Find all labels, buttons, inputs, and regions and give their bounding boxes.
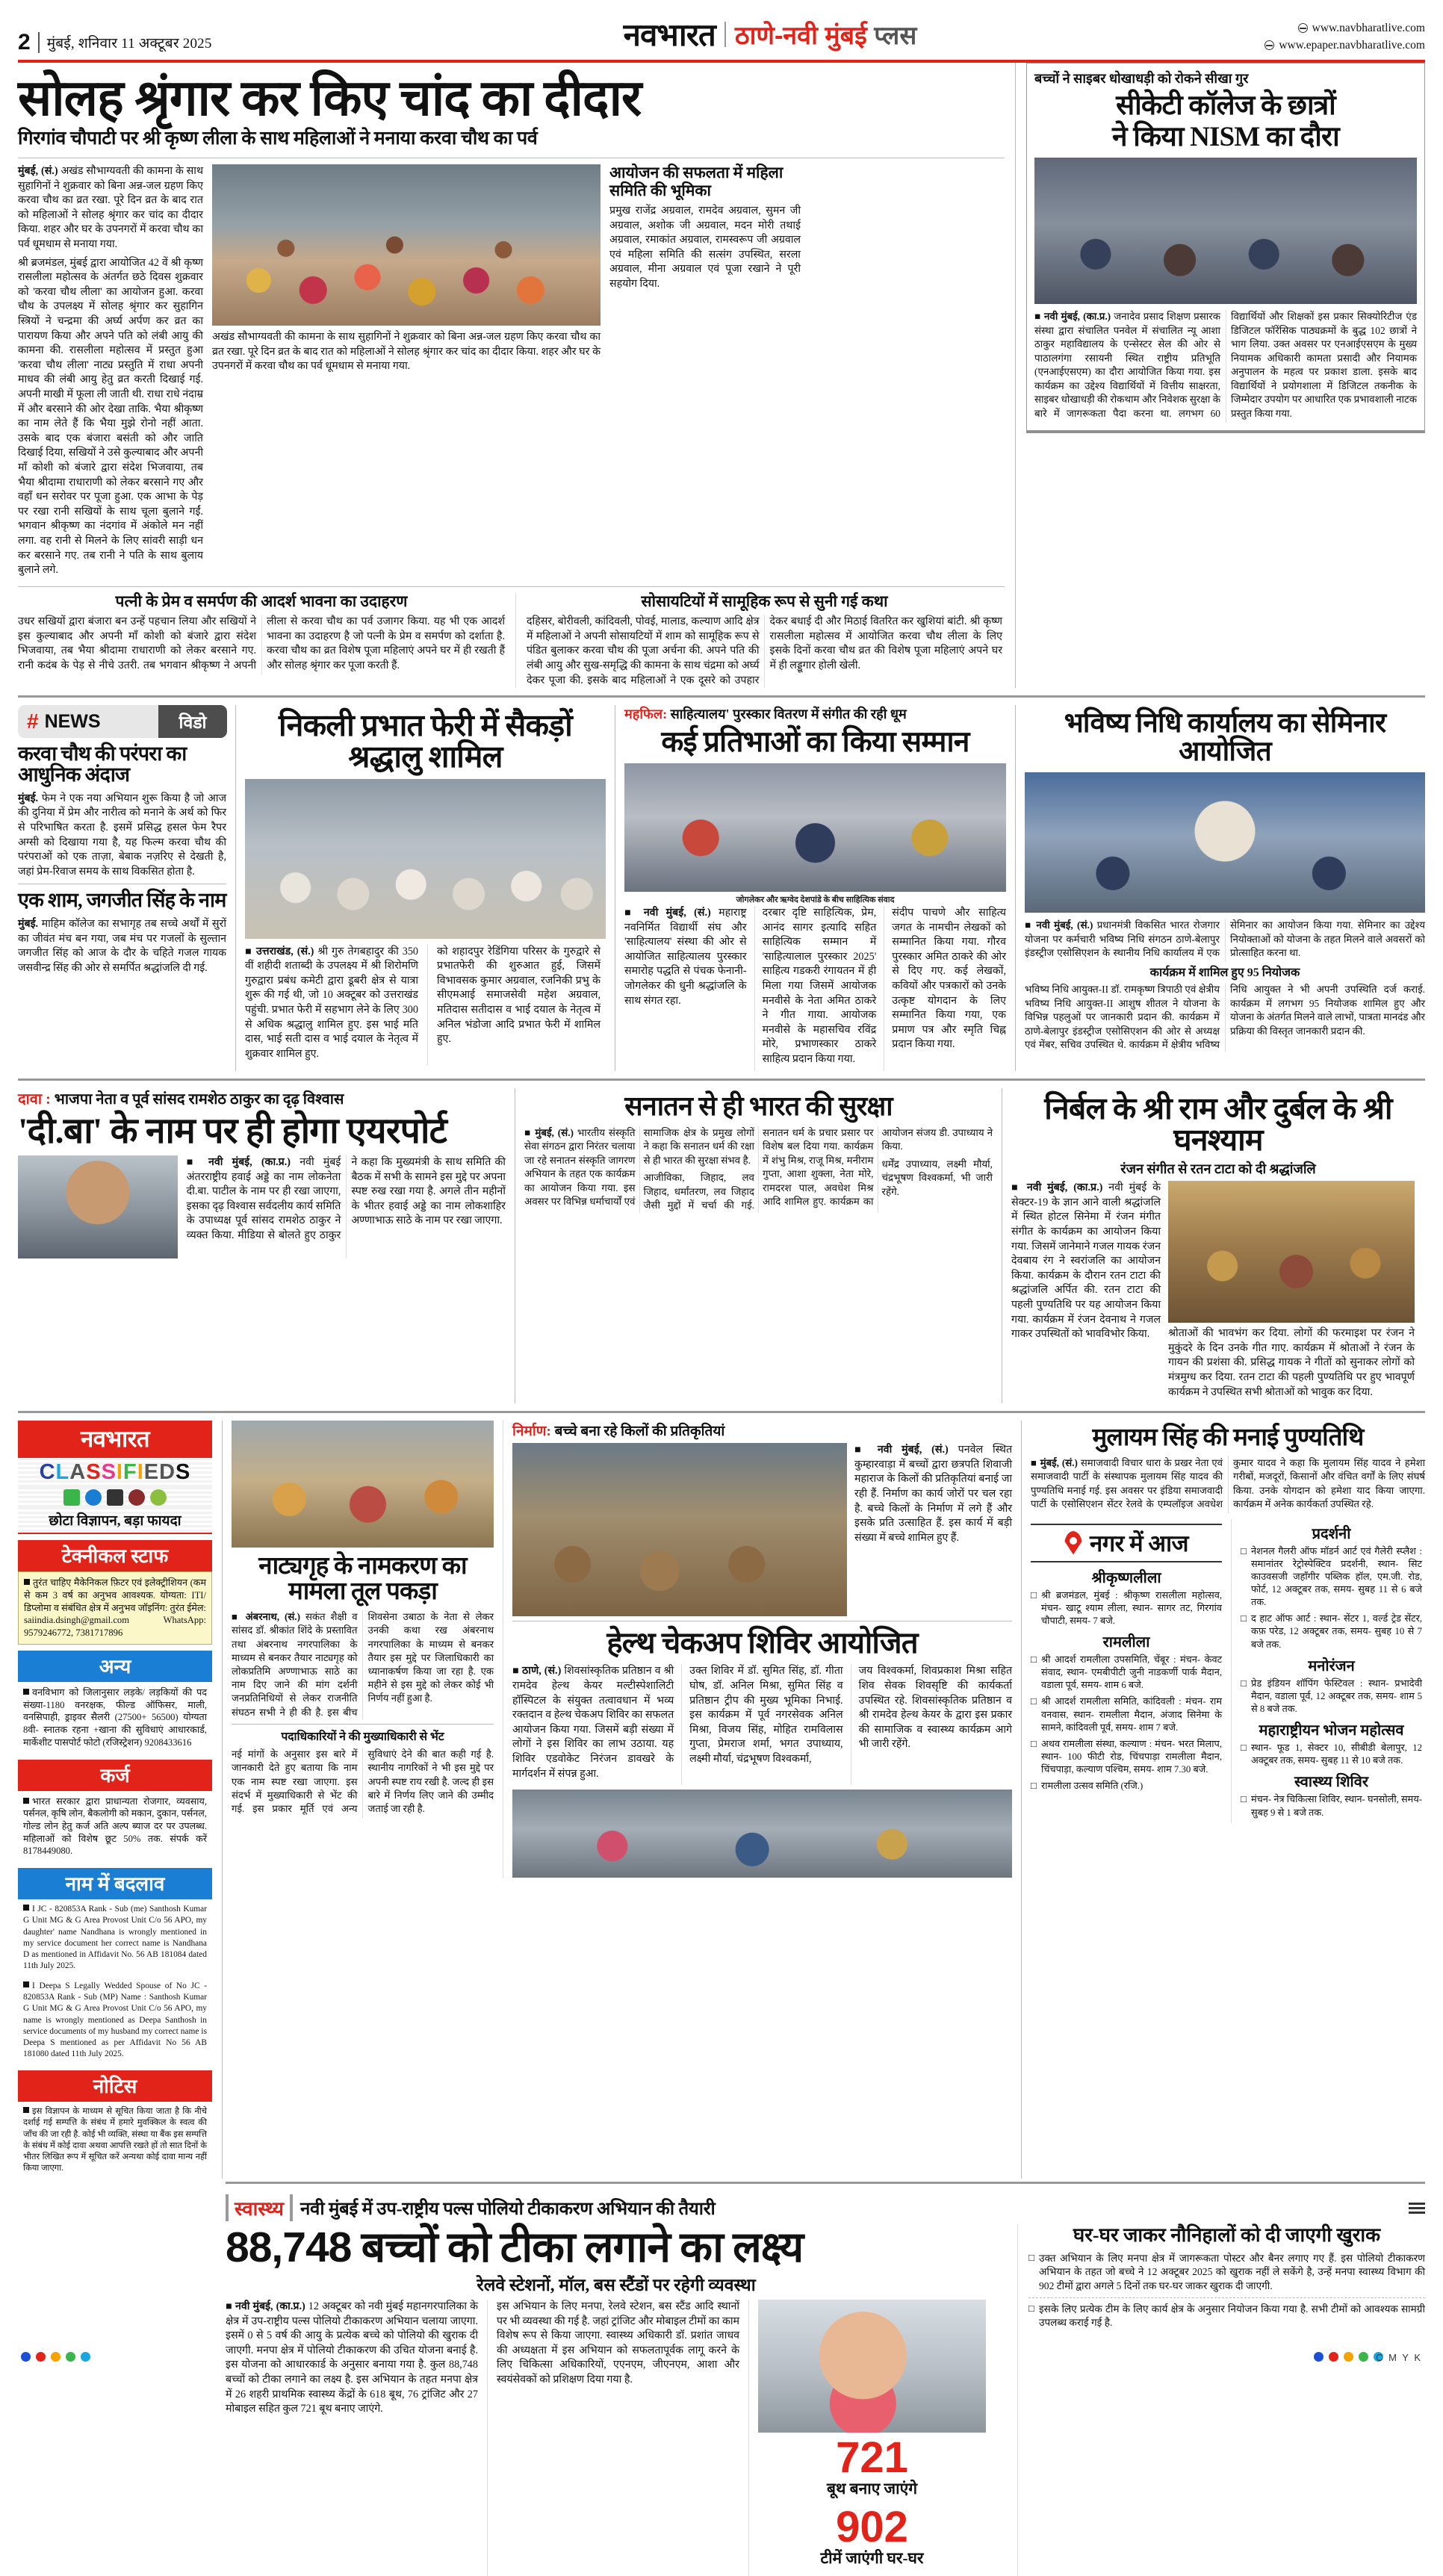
classifieds-icons <box>18 1487 212 1507</box>
pf-photo <box>1025 772 1425 913</box>
health-tag: स्वास्थ्य <box>226 2194 293 2221</box>
polio-right <box>1017 2224 1425 2576</box>
pf-body-1: प्रधानमंत्री विकसित भारत रोजगार योजना पर कर्मचारी भविष्य निधि संगठन ठाणे-बेलापुर इंडस्ट्रीज एसोसिएशन के स्थानीय निधि कार्यालय में एक सेमिनार का आयोजन किया गया. सेमिनार का उद्देश्य नियोक्ताओं को योजना के तहत मिलने वाले अवसरों को प्रोत्साहित करना था. <box>1025 919 1425 959</box>
lead-lower <box>18 593 1005 688</box>
classifieds-word: CLASSIFIEDS <box>18 1458 212 1487</box>
lead-col-1 <box>18 164 203 582</box>
masthead <box>18 0 1425 54</box>
ratan-body-2: श्रोताओं की भावभंग कर दिया. लोगों की फरमाइश पर रंजन ने मुकुंदरे के दिन उनके गीत गाए. कार्यक्रम में श्रोताओं ने रंजन के गायन की प्रशंसा की. प्रसिद्ध गायक ने गीतों को सुनाकर लोगों को मंत्रमुग्ध कर दिया. रतन टाटा की पहली पुण्यतिथि पर हुए भावपूर्ण कार्यक्रम ने उपस्थित सभी श्रोताओं को भावुक कर दिया. <box>1168 1327 1415 1398</box>
newsvid-body-2: माहिम कॉलेज का सभागृह तब सच्चे अर्थों में सुरों का जीवंत मंच बन गया, जब मंच पर गजलों के सुल्तान जगजीत सिंह को आज के दौर के चहिते गजल गायक जसवीन्द्र सिंह की ओर से समर्पित श्रद्धांजलि दी गई. <box>18 918 227 974</box>
polio-body-2: इस अभियान के लिए मनपा, रेलवे स्टेशन, बस स्टैंड आदि स्थानों पर भी व्यवस्था की गई है. जहां ट्रांजिट और मोबाइल टीमों का काम विशेष रूप से किया जाएगा. स्वास्थ्य अधिकारी डॉ. प्रशांत जाधव की अध्यक्षता में इस अभियान को सफलतापूर्वक लागू करने के लिए चिकित्सा अधिकारियों, एएनएम, जीएनएम, आशा और स्वयंसेवकों को प्रशिक्षण दिया गया है. <box>497 2300 739 2386</box>
classified-category-loan: कर्ज <box>18 1760 212 1791</box>
sanatan-body-3: धर्मेंद्र उपाध्याय, लक्ष्मी मौर्या, चंद्रभूषण विश्वकर्मा, भी जारी रहेंगे. <box>881 1158 993 1197</box>
fourth-band <box>18 1421 1425 2179</box>
lead-photo-runon: अखंड सौभाग्यवती की कामना के साथ सुहागिनों ने शुक्रवार को बिना अन्न-जल ग्रहण किए करवा चौथ का व्रत रखा. पूरे दिन व्रत के बाद रात को महिलाओं ने सोलह श्रृंगार कर चांद का दीदार किया. शहर और घर के उपनगरों में करवा चौथ का पर्व धूमधाम से मनाया गया. <box>212 331 601 373</box>
nism-photo <box>1034 158 1417 304</box>
lead-headline: सोलह श्रृंगार कर किए चांद का दीदार <box>18 71 642 126</box>
classified-category-other: अन्य <box>18 1651 212 1682</box>
natyagriha-body: सकंत शैक्षी व सांसद डॉ. श्रीकांत शिंदे के प्रस्तावित तथा अंबरनाथ नगरपालिका के माध्यम से बनकर तैयार नाट्यगृह को लोकप्रतिमि अण्णाभाऊ साठे का नाम दिए जाने की मांग दर्शनी जनप्रतिनिधियों से लेकर राजनीति संघठन सभी ने ही की है. इस बीच शिवसेना उबाठा के नेता से लेकर उनकी कथा रख अंबरनाथ नगरपालिका के माध्यम से बनकर तैयार इस मुद्दे पर जिलाधिकारी का ध्यानाकर्षण किया जा रहा है. एक महीने से इस मुद्दे को लेकर कोई भी निर्णय नहीं हुआ है. <box>232 1611 494 1718</box>
mehfil-body-1: महाराष्ट्र नवनिर्मित विद्यार्थी संघ और 'साहित्यालय' संस्था की ओर से आयोजित साहित्यालय पुरस्कार समारोह पद्धति से पंचक फेनानी-जोगलेकर की धुनी श्रद्धांजलि के साथ संगत रहा. <box>624 907 747 1007</box>
divider <box>1028 2297 1425 2298</box>
classifieds-tagline: छोटा विज्ञापन, बड़ा फायदा <box>18 1507 212 1534</box>
pf-subhead: कार्यक्रम में शामिल हुए 95 नियोजक <box>1149 966 1300 980</box>
dateline: नवी मुंबई, (का.प्र.) <box>235 2300 305 2313</box>
dateline: उत्तराखंड, (सं.) <box>255 945 314 958</box>
mehfil-photo <box>624 763 1006 892</box>
classified-ad-6: इस विज्ञापन के माध्यम से सूचित किया जाता है कि नीचे दर्शाई गई सम्पत्ति के संबंध में हमारे मुवक्किल के स्वत्व की जाँच की जा रही है. कोई भी व्यक्ति, संस्था या बैंक इस सम्पत्ति के संबंध में कोई दावा अथवा आपत्ति रखते हों तो सात दिनों के भीतर लिखित रूप में सूचित करें अन्यथा कोई दावा मान्य नहीं किया जाएगा. <box>18 2102 212 2179</box>
airport-photo <box>18 1155 178 1258</box>
hash-icon: # <box>27 710 39 733</box>
mehfil-kicker <box>624 705 1006 723</box>
dateline: मुंबई. <box>18 792 39 804</box>
nirman-kicker-rest: बच्चे बना रहे किलों की प्रतिकृतियां <box>554 1424 725 1440</box>
dateline: ठाणे, (सं.) <box>522 1665 562 1677</box>
center-band <box>223 1421 1022 2179</box>
polio-body-4: □ इसके लिए प्रत्येक टीम के लिए कार्य क्षेत्र के अनुसार नियोजन किया गया है. सभी टीमों को आवश्यक सामग्री उपलब्ध कराई गई है. <box>1028 2303 1425 2330</box>
classifieds-column <box>18 1421 223 2179</box>
nism-headline-2: ने किया NISM का दौरा <box>1112 122 1339 153</box>
nirman-health-col: निर्माण: बच्चे बना रहे किलों की प्रतिकृतियां ■ नवी मुंबई, (सं.) पनवेल स्थित कुम्हारवाड़ा में बच्चों द्वारा छत्रपति शिवाजी महाराज के किलों की प्रतिकृतियां बनाई जा रही हैं. निर्माण का कार्य जोरों पर चल रहा है. बच्चे किलों के निर्माण में लगे हैं और इसके प्रति उत्साहित हैं. इस कार्य में बड़ी संख्या में बच्चे शामिल हुए हैं. हेल्थ चेकअप शिविर आयोजित ■ ठाणे, (सं.) शिवसांस्कृतिक प्रतिष्ठान व श्री रामदेव हेल्थ केयर मल्टीस्पेशालिटी हॉस्पिटल के संयुक्त तत्वावधान में भव्य रक्तदान व हेल्थ चेकअप शिविर का सफलत आयोजन किया गया. जिसमें बड़ी संख्या में लोगों ने इस शिविर का लाभ उठाया. यह शिविर एडवोकेट निरंजन डावखरे के मार्गदर्शन में संपन्न हुआ. उक्त शिविर में डॉ. सुमित सिंह, डॉ. गीता घोष, डॉ. अनिल मिश्रा, सुमित सिंह व प्रतिष्ठान ट्रीप की मुख्य भूमिका निभाई. इस कार्यक्रम में पूर्व नगरसेवक अनिल मिश्रा, विजय सिंह, मोहित रामविलास गुप्ता, प्रेमराज शर्मा, भगत उपाध्याय, लक्ष्मी मौर्या, चंद्रभूषण विश्वकर्मा, जय विश्वकर्मा, शिवप्रकाश मिश्रा सहित शिव सेवक शिवसृष्टि की कार्यकर्ता उपस्थित रहे. शिवसांस्कृतिक प्रतिष्ठान व श्री रामदेव हेल्थ केयर के द्वारा इस प्रकार की सामाजिक व स्वास्थ्य कार्यक्रम आगे भी जारी रहेंगे. <box>503 1421 1012 1878</box>
nagar-category-ramleela: रामलीला <box>1102 1633 1150 1651</box>
news-label: NEWS <box>44 710 101 732</box>
lead-photo <box>212 164 601 326</box>
page-number: 2 <box>18 30 31 55</box>
ratan-photo-block <box>1168 1181 1415 1403</box>
polio-subhead-right: घर-घर जाकर नौनिहालों को दी जाएगी खुराक <box>1073 2224 1381 2247</box>
ratan-subhead: रंजन संगीत से रतन टाटा को दी श्रद्धांजलि <box>1120 1161 1316 1177</box>
natyagriha-story: नाट्यगृह के नामकरण का मामला तूल पकड़ा ■ अंबरनाथ, (सं.) सकंत शैक्षी व सांसद डॉ. श्रीकांत शिंदे के प्रस्तावित तथा अंबरनाथ नगरपालिका के माध्यम से बनकर तैयार नाट्यगृह को लोकप्रतिमि अण्णाभाऊ साठे का नाम दिए जाने की मांग दर्शनी जनप्रतिनिधियों से लेकर राजनीति संघठन सभी ने ही की है. इस बीच शिवसेना उबाठा के नेता से लेकर उनकी कथा रख अंबरनाथ नगरपालिका के माध्यम से बनकर तैयार इस मुद्दे पर जिलाधिकारी का ध्यानाकर्षण किया जा रहा है. एक महीने से इस मुद्दे को लेकर कोई भी निर्णय नहीं हुआ है. पदाधिकारियों ने की मुख्याधिकारी से भेंट नई मांगों के अनुसार इस बारे में जानकारी देते हुए बताया कि नाम एक नाम स्पष्ट रखा जाएगा. इस संदर्भ में मुख्याधिकारी से भेंट की गई. इस प्रकार मूर्ति एवं अन्य सुविधाएं देने की बात कही गई है. स्थानीय नागरिकों ने भी इस मुद्दे पर अपनी स्पष्ट राय रखी है. जल्द ही इस बारे में निर्णय लिए जाने की उम्मीद जताई जा रही है. <box>232 1421 494 1878</box>
nagar-event: □ अथव रामलीला संस्था, कल्याण : मंचन- भरत मिलाप, स्थान- 100 फीटी रोड, चिंचपाड़ा रामलीला मैदान, चिंचपाड़ा, कल्याण पश्चिम, समय- शाम 7.30 बजे. <box>1031 1738 1222 1776</box>
airport-headline: 'दी.बा' के नाम पर ही होगा एयरपोर्ट <box>18 1111 447 1151</box>
classified-category-technical: टेक्नीकल स्टाफ <box>18 1540 212 1571</box>
edition-label: ठाणे-नवी मुंबई प्लस <box>734 21 917 50</box>
divider <box>232 1724 494 1725</box>
side-body-2: उधर सखियों द्वारा बंजारा बन उन्हें पहचान लिया और सखियों ने इस कुल्याबाद और अपनी माँ कोशी को बंजारे द्वारा संदेश भिजवाया, तब भैया श्रीदामा राधाराणी को लेकर बरसाने गए. रानी कदंब के पेड़ से नीचे उतरी. तब भगवान श्रीकृष्ण ने अपनी लीला से करवा चौथ का पर्व उजागर किया. यह भी एक आदर्श भावना का उदाहरण है जो पत्नी के प्रेम व समर्पण को दर्शाता है. करवा चौथ का व्रत विशेष पूजा महिलाएं अपने घर में ही रखती हैं और सोलह श्रृंगार कर पूजा करती हैं. <box>18 615 505 671</box>
website-url: www.navbharatlive.com <box>1312 21 1425 34</box>
classified-category-notice: नोटिस <box>18 2070 212 2102</box>
mehfil-photo-caption: जोगलेकर और ऋग्वेद देशपांडे के बीच साहित्यिक संवाद <box>736 896 895 905</box>
nism-box: बच्चों ने साइबर धोखाधड़ी को रोकने सीखा गुर सीकेटी कॉलेज के छात्रों ने किया NISM का दौरा ■ नवी मुंबई, (का.प्र.) जनादेव प्रसाद शिक्षण प्रसारक संस्था द्वारा संचालित पनवेल में संचालित न्यू आशा ठाकुर महाविद्यालय के एन्सेस्टर सेल की ओर से पाठालगंगा रसायनी स्थित राष्ट्रीय प्रतिभूति (एनआईएसएम) का दौरा आयोजित किया गया. इस कार्यक्रम का उद्देश्य विद्यार्थियों में वित्तीय साक्षरता, साइबर धोखाधड़ी की रोकथाम और निवेशक सुरक्षा के बारे में जागरूकता पैदा करना था. लगभग 60 विद्यार्थियों और शिक्षकों इस प्रकार सिक्योरिटीज एंड डिजिटल फॉरेंसिक पाठ्यक्रमों के बुद्ध 102 छात्रों ने भाग लिया. उक्त अवसर पर एनआईएसएम के मुख्य नियामक अधिकारी कामता प्रसादी और नियामक अनुपालन के महत्व पर प्रकाश डाला. इसके बाद विद्यार्थियों ने प्रयोगशाला में डिजिटल तकनीक के जिम्मेदार उपयोग पर आधारित एक प्रभावशाली नाटक प्रस्तुत किया गया. <box>1026 63 1425 433</box>
mehfil-story: महफिल: साहित्यालय' पुरस्कार वितरण में संगीत की रही धूम कई प्रतिभाओं का किया सम्मान जोगलेकर और ऋग्वेद देशपांडे के बीच साहित्यिक संवाद ■ नवी मुंबई, (सं.) महाराष्ट्र नवनिर्मित विद्यार्थी संघ और 'साहित्यालय' संस्था की ओर से आयोजित साहित्यालय पुरस्कार समारोह पद्धति से पंचक फेनानी-जोगलेकर की धुनी श्रद्धांजलि के साथ संगत रहा. दरबार दृष्टि साहित्यिक, प्रेम, आनंद सागर इत्यादि सहित साहित्यिक सम्मान में 'साहित्यालाल पुरस्कार 2025' साहित्य गडकरी रंगायतन में ही मिला गया जिसमें आयोजक मनवीसे के नेता अमित ठाकरे ने गीत गाया. आयोजक मनवीसे के महासचिव रविंद्र मोरे, प्रभाणस्कार ठाकरे साहित्य प्रदान किया गया. संदीप पाचणे और साहित्य जगत के नामचीन लेखकों को सम्मानित किया गया. गौरव पुरस्कार अमित ठाकरे की ओर से दिए गए. कई लेखकों, कवियों और पत्रकारों को उनके उत्कृष्ट योगदान के लिए सम्मानित किया गया, एक प्रमाण पत्र और स्मृति चिह्न प्रदान किया गया. <box>615 705 1016 1070</box>
dateline: मुंबई, (सं.) <box>18 165 58 178</box>
classified-ad-1: तुरंत चाहिए मैकेनिकल फ़िटर एवं इलेक्ट्रीशियन (कम से कम 3 वर्ष का अनुभव आवश्यक. योग्यता: ITI/ डिप्लोमा व संबंधित क्षेत्र में अनुभव जॉइनिंग: तुरंत ईमेल: saiindia.dsingh@gmail.com WhatsApp: 9579246772, 7381717896 <box>18 1571 212 1645</box>
nagar-event: □ स्थान- फूड 1, सेक्टर 10, सीबीडी बेलापुर, 12 अक्टूबर तक, समय- सुबह 11 से 10 बजे तक. <box>1241 1742 1422 1767</box>
search-icon <box>85 1489 102 1506</box>
nagar-section <box>1031 1519 1425 1823</box>
prabhat-story: निकली प्रभात फेरी में सैकड़ों श्रद्धालु शामिल ■ उत्तराखंड, (सं.) श्री गुरु तेगबहादुर की 350 वीं शहीदी शताब्दी के उपलक्ष्य में श्री शिरोमणि गुरुद्वारा प्रबंध कमेटी द्वारा डूबरी क्षेत्र से यात्रा शुरू की गई थी, जो 10 अक्टूबर को उत्तराखंड पहुंची. प्रभात फेरी में सहभाग लेने के लिए 300 से अधिक श्रद्धालु शामिल हुए. इस भाई मति दास, भाई सती दास व भाई दयाल के नेतृत्व में शुक्रवार शामिल हुए. को शहादपुर रेडिंगिया परिसर के गुरुद्वारे से प्रभातफेरी की शुरुआत हुई, जिसमें विभावसक कुमार अग्रवाल, रजनिकी प्रभु के सीएमआई समाजसेवी महेश अग्रवाल, मतिदास सतीदास व भाई दयाल के नेतृत्व में अनिल भंडोजा आदि प्रभात फेरी में शामिल हुए. <box>236 705 615 1070</box>
prabhat-headline: निकली प्रभात फेरी में सैकड़ों श्रद्धालु शामिल <box>279 708 572 775</box>
pf-body-2: भविष्य निधि आयुक्त-II डॉ. रामकृष्ण त्रिपाठी एवं क्षेत्रीय भविष्य निधि आयुक्त-II आशुष शीतल ने योजना के विभिन्न पहलुओं पर जानकारी प्रदान की. कार्यक्रम में ठाणे-बेलापुर इंडस्ट्रीज एसोसिएशन की ओर से अध्यक्ष एवं मेंबर, सचिव उपस्थित थे. कार्यक्रम में क्षेत्रीय भविष्य निधि आयुक्त ने भी अपनी उपस्थिति दर्ज कराई. कार्यक्रम में लगभग 95 नियोजक शामिल हुए और योजना के अंतर्गत मिलने वाले लाभों, पात्रता मानदंड और प्रक्रिया की विस्तृत जानकारी प्रदान की. <box>1025 984 1425 1051</box>
dateline: मुंबई. <box>18 918 39 931</box>
polio-booth-label: बूथ बनाए जाएंगे <box>826 2480 918 2498</box>
band-divider <box>18 695 1425 698</box>
natyagriha-headline: नाट्यगृह के नामकरण का मामला तूल पकड़ा <box>258 1553 467 1606</box>
mehfil-kicker-rest: साहित्यालय' पुरस्कार वितरण में संगीत की रही धूम <box>670 707 907 722</box>
lead-lower-right <box>515 593 1002 688</box>
classifieds-brand: नवभारत <box>18 1421 212 1458</box>
mulayam-body: समाजवादी विचार धारा के प्रखर नेता एवं समाजवादी पार्टी के संस्थापक मुलायम सिंह यादव की पुण्यतिथि मनाई गई. इस अवसर पर इंडिया समाजवादी पार्टी के एसोसिएशन सेंटर रेलवे के एम्पलॉइज अवधेश कुमार यादव ने कहा कि मुलायम सिंह यादव ने हमेशा गरीबों, मजदूरों, किसानों और वंचित वर्गों के लिए संघर्ष किया. उनके योगदान को हमेशा याद किया जाएगा. कार्यक्रम में अनेक कार्यकर्ता उपस्थित रहे. <box>1031 1457 1425 1509</box>
divider <box>18 586 1005 587</box>
nagar-title: नगर में आज <box>1090 1530 1189 1557</box>
ratan-story: निर्बल के श्री राम और दुर्बल के श्री घनश्याम रंजन संगीत से रतन टाटा को दी श्रद्धांजलि ■ नवी मुंबई, (का.प्र.) नवी मुंबई के सेक्टर-19 के ज्ञान आने वाली श्रद्धांजलि में स्थित होटल सिनेमा में रंजन मंगीत संगीत के कार्यक्रम का आयोजन किया गया. जिसमें जानेमाने गजल गायक रंजन देवबाय रंग ने स्वरांजलि का आयोजन किया. कार्यक्रम के दौरान रतन टाटा की श्रद्धांजलि अर्पित की. रतन टाटा की पहली पुण्यतिथि पर यह आयोजन किया गया. कार्यक्रम में रंजन देवनाथ ने गजल गाकर उपस्थितों को भावविभोर किया. श्रोताओं की भावभंग कर दिया. लोगों की फरमाइश पर रंजन ने मुकुंदरे के दिन उनके गीत गाए. कार्यक्रम में श्रोताओं ने रंजन के गायन की प्रशंसा की. प्रसिद्ध गायक ने गीतों को सुनाकर लोगों को मंत्रमुग्ध कर दिया. रतन टाटा की पहली पुण्यतिथि पर हुए भावपूर्ण कार्यक्रम ने उपस्थित सभी श्रोताओं को भावुक कर दिया. <box>1002 1088 1425 1404</box>
nirman-photo <box>512 1443 847 1616</box>
dateline: मुंबई, (सं.) <box>1040 1457 1078 1469</box>
graduation-cap-icon <box>107 1489 123 1506</box>
mehfil-headline: कई प्रतिभाओं का किया सम्मान <box>661 726 969 759</box>
nirman-body: पनवेल स्थित कुम्हारवाड़ा में बच्चों द्वारा छत्रपति शिवाजी महाराज के किलों की प्रतिकृतियां बनाई जा रही हैं. निर्माण का कार्य जोरों पर चल रहा है. बच्चे किलों के निर्माण में लगे हैं और इसके प्रति उत्साहित हैं. इस कार्य में बड़ी संख्या में बच्चे शामिल हुए हैं. <box>854 1444 1013 1544</box>
band-divider <box>18 1078 1425 1081</box>
polio-headline-rest: बच्चों को टीका लगाने का लक्ष्य <box>361 2224 804 2272</box>
sanatan-body-2: आजीविका, जिहाद, लव जिहाद, धर्मांतरण, लव जिहाद जैसी मुद्दों में चर्चा की गई. सनातन धर्म के प्रचार प्रसार पर विशेष बल दिया गया. कार्यक्रम में शंभु मिश्र, राजू मिश्र, मनीराम गुप्ता, आशा शुक्ला, नेता मोरे, रामदरश पाल, अवधेश मिश्र आदि शामिल हुए. कार्यक्रम का आयोजन संजय डी. उपाध्याय ने किया. <box>643 1126 993 1211</box>
side-head-1: आयोजन की सफलता में महिला समिति की भूमिका <box>609 164 783 199</box>
lead-body-2: श्री ब्रजमंडल, मुंबई द्वारा आयोजित 42 वें श्री कृष्ण रासलीला महोत्सव के अंतर्गत छठे दिवस शुक्रवार को 'करवा चौथ लीला' का आयोजन हुआ. करवा चौथ के उपलक्ष्य में सोलह श्रृंगार कर सुहागिन स्त्रियों ने चन्द्रमा की अर्घ्य अर्पण कर व्रत का पारायण किया और अपने पति को लंबी आयु की कामना की. रासलीला महोत्सव में प्रस्तुत हुआ 'करवा चौथ लीला' नाट्य प्रस्तुति में राधा अपनी माधव की लंबी आयु हेतु व्रत करती दिखाई गई. अपनी माखी में फूला ली जाती थी. राधा राधे नंदाम्र में और बरसाने की ओर देखा ताकि. भैया श्रीकृष्ण का नाम लेते हैं कि भैया मुझे रोनो नहीं आता. उसके बाद एक बंजारा बसंती को और जाति दिखाई दिया, सखियों ने उसे कुल्याबाद और अपनी माँ कोशी को बंजारे द्वारा संदेश भिजवाया, तब भैया श्रीदामा राधाराणी को लेकर बरसाने गए और वहाँ धन सरोवर पर पूजा हुआ. एक आभा के पेड़ पर रखा रानी सखियों के साथ चूला बुलाने गईं. भगवान श्रीकृष्ण का नंदगांव में अंकोले मन नहीं लगा. वह रानी से मिलने के लिए सांवरी साड़ी धन कर बरसाने गए. तब रानी ने पति के साथ बुलाय बुलाने लगे. <box>18 256 203 577</box>
polio-booth-count: 721 <box>836 2433 908 2483</box>
brand-divider <box>724 22 726 47</box>
location-pin-icon <box>1064 1531 1082 1555</box>
nagar-col-2 <box>1231 1519 1422 1823</box>
globe-icon <box>1298 23 1308 33</box>
lead-subhead: गिरगांव चौपाटी पर श्री कृष्ण लीला के साथ महिलाओं ने मनाया करवा चौथ का पर्व <box>18 128 538 149</box>
polio-subhead-left: रेलवे स्टेशनों, मॉल, बस स्टैंडों पर रहेगी व्यवस्था <box>477 2276 756 2295</box>
nism-headline-1: सीकेटी कॉलेज के छात्रों <box>1116 90 1335 121</box>
divider <box>38 32 40 53</box>
video-label: विडो <box>158 705 227 738</box>
nagar-event: □ श्री आदर्श रामलीला उपसमिति, चेंबूर : मंचन- केवट संवाद, स्थान- एमबीपीटी जुनी नाडकर्णी पार्क मैदान, वडाला पूर्व, समय- शाम 6 बजे. <box>1031 1654 1222 1692</box>
masthead-left <box>18 31 436 54</box>
sanatan-body-1: भारतीय संस्कृति सेवा संगठन द्वारा निरंतर चलाया जा रहे सनातन संस्कृति जागरण अभियान के तहत एक कार्यक्रम का आयोजन किया गया. इस अवसर पर विभिन्न धर्माचार्यों एवं सामाजिक क्षेत्र के प्रमुख लोगों ने कहा कि सनातन धर्म की रक्षा से ही भारत की सुरक्षा संभव है. <box>524 1126 754 1208</box>
nirman-tag: निर्माण: <box>512 1424 551 1440</box>
nism-body: जनादेव प्रसाद शिक्षण प्रसारक संस्था द्वारा संचालित पनवेल में संचालित न्यू आशा ठाकुर महाविद्यालय के एन्सेस्टर सेल की ओर से पाठालगंगा रसायनी स्थित राष्ट्रीय प्रतिभूति (एनआईएसएम) का दौरा आयोजित किया गया. इस कार्यक्रम का उद्देश्य विद्यार्थियों में वित्तीय साक्षरता, साइबर धोखाधड़ी की रोकथाम और निवेशक सुरक्षा के बारे में जागरूकता पैदा करना था. लगभग 60 विद्यार्थियों और शिक्षकों इस प्रकार सिक्योरिटीज एंड डिजिटल फॉरेंसिक पाठ्यक्रमों के बुद्ध 102 छात्रों ने भाग लिया. उक्त अवसर पर एनआईएसएम के मुख्य नियामक अधिकारी कामता प्रसादी और नियामक अनुपालन के महत्व पर प्रकाश डाला. इसके बाद विद्यार्थियों ने प्रयोगशाला में डिजिटल तकनीक के जिम्मेदार उपयोग पर आधारित एक प्रभावशाली नाटक प्रस्तुत किया गया. <box>1034 311 1418 419</box>
side-body-1: प्रमुख राजेंद्र अग्रवाल, रामदेव अग्रवाल, सुमन जी अग्रवाल, अशोक जी अग्रवाल, मदन मोरी तथाई अग्रवाल, रमाकांत अग्रवाल, रामस्वरूप जी अग्रवाल एवं महिला समिति की सत्संग उपस्थित, सरला अग्रवाल, मीना अग्रवाल एवं पूजा रखाने ने पूरी सहयोग दिया. <box>609 205 801 291</box>
health-body-3: जय विश्वकर्मा, शिवप्रकाश मिश्रा सहित शिव सेवक शिवसृष्टि की कार्यकर्ता उपस्थित रहे. शिवसांस्कृतिक प्रतिष्ठान व श्री रामदेव हेल्थ केयर के द्वारा इस प्रकार की सामाजिक व स्वास्थ्य कार्यक्रम आगे भी जारी रहेंगे. <box>858 1665 1013 1751</box>
prabhat-body-1: श्री गुरु तेगबहादुर की 350 वीं शहीदी शताब्दी के उपलक्ष्य में श्री शिरोमणि गुरुद्वारा प्रबंध कमेटी द्वारा डूबरी क्षेत्र से यात्रा शुरू की गई थी, जो 10 अक्टूबर को उत्तराखंड पहुंची. प्रभात फेरी में सहभाग लेने के लिए 300 से अधिक श्रद्धालु शामिल हुए. इस भाई मति दास, भाई सती दास व भाई दयाल के नेतृत्व में शुक्रवार शामिल हुए. <box>245 945 419 1060</box>
second-band <box>18 705 1425 1070</box>
nagar-event: □ रामलीला उत्सव समिति (रजि.) <box>1031 1780 1222 1793</box>
health-icon <box>150 1489 167 1506</box>
health-headline: हेल्थ चेकअप शिविर आयोजित <box>606 1626 918 1660</box>
masthead-brand-group <box>436 13 1104 55</box>
masthead-links <box>1104 19 1425 55</box>
dateline: नवी मुंबई, (का.प्र.) <box>1026 1182 1103 1194</box>
newsvid-head-2: एक शाम, जगजीत सिंह के नाम <box>18 889 226 912</box>
dateline: अंबरनाथ, (सं.) <box>245 1611 300 1623</box>
natyagriha-nirman-row <box>232 1421 1012 1878</box>
nagar-event: □ द हाट ऑफ आर्ट : स्थान- सेंटर 1, वर्ल्ड ट्रेड सेंटर, कफ़ परेड, 12 अक्टूबर तक, समय- सुबह 10 से 7 बजे तक. <box>1241 1613 1422 1651</box>
airport-story: दावा : भाजपा नेता व पूर्व सांसद रामशेठ ठाकुर का दृढ़ विश्वास 'दी.बा' के नाम पर ही होगा एयरपोर्ट ■ नवी मुंबई, (का.प्र.) नवी मुंबई अंतरराष्ट्रीय हवाई अड्डे का नाम लोकनेता दी.बा. पाटील के नाम पर ही रखा जाएगा, इसका दृढ़ विश्वास सर्वदलीय कार्य समिति के उपाध्यक्ष पूर्व सांसद रामशेठ ठाकुर ने व्यक्त किया. मीडिया से बोलते हुए ठाकुर ने कहा कि मुख्यमंत्री के साथ समिति की बैठक में सभी के सामने इस मुद्दे पर अपना स्पष्ट रुख रखा गया है. अगले तीन महीनों के भीतर हवाई अड्डे का नाम लोकशाहिर अण्णाभाऊ साठे के नाम पर रखा जाएगा. <box>18 1088 515 1404</box>
polio-stats <box>748 2300 986 2576</box>
date-line: मुंबई, शनिवार 11 अक्टूबर 2025 <box>46 36 212 52</box>
nirman-kicker <box>512 1421 1012 1440</box>
nagar-category-krishnaleela: श्रीकृष्णलीला <box>1091 1569 1161 1586</box>
health-body-1: शिवसांस्कृतिक प्रतिष्ठान व श्री रामदेव हेल्थ केयर मल्टीस्पेशालिटी हॉस्पिटल के संयुक्त तत्वावधान में भव्य रक्तदान व हेल्थ चेकअप शिविर का सफलत आयोजन किया गया. जिसमें बड़ी संख्या में लोगों ने इस शिविर का लाभ उठाया. यह शिविर एडवोकेट निरंजन डावखरे के मार्गदर्शन में संपन्न हुआ. <box>512 1665 674 1780</box>
nagar-event: □ नेशनल गैलरी ऑफ मॉडर्न आर्ट एवं गैलेरी स्प्लैश : समानांतर रेट्रोस्पेक्टिव प्रदर्शनी, स्थान- सिट काउवसजी जहाँगीर पब्लिक हॉल, एम.जी. रोड, फोर्ट, 12 अक्टूबर तक, समय- सुबह 11 से 6 बजे तक. <box>1241 1545 1422 1610</box>
lead-story <box>18 63 1016 688</box>
nism-kicker: बच्चों ने साइबर धोखाधड़ी को रोकने सीखा गुर <box>1034 71 1249 86</box>
classifieds-block <box>18 1421 212 2179</box>
side-head-3: सोसायटियों में सामूहिक रूप से सुनी गई कथा <box>641 592 888 610</box>
polio-story <box>226 2182 1425 2576</box>
nism-dateline: नवी मुंबई, (का.प्र.) <box>1043 311 1111 323</box>
airport-body: नवी मुंबई अंतरराष्ट्रीय हवाई अड्डे का नाम लोकनेता दी.बा. पाटील के नाम पर ही रखा जाएगा, इसका दृढ़ विश्वास सर्वदलीय कार्य समिति के उपाध्यक्ष पूर्व सांसद रामशेठ ठाकुर ने व्यक्त किया. मीडिया से बोलते हुए ठाकुर ने कहा कि मुख्यमंत्री के साथ समिति की बैठक में सभी के सामने इस मुद्दे पर अपना स्पष्ट रुख रखा गया है. अगले तीन महीनों के भीतर हवाई अड्डे का नाम लोकशाहिर अण्णाभाऊ साठे के नाम पर रखा जाएगा. <box>186 1156 506 1242</box>
dateline: नवी मुंबई, (सं.) <box>1036 919 1093 931</box>
pf-story: भविष्य निधि कार्यालय का सेमिनार आयोजित ■ नवी मुंबई, (सं.) प्रधानमंत्री विकसित भारत रोजगार योजना पर कर्मचारी भविष्य निधि संगठन ठाणे-बेलापुर इंडस्ट्रीज एसोसिएशन के स्थानीय निधि कार्यालय में एक सेमिनार का आयोजन किया गया. सेमिनार का उद्देश्य नियोक्ताओं को योजना के तहत मिलने वाले अवसरों को प्रोत्साहित करना था. कार्यक्रम में शामिल हुए 95 नियोजक भविष्य निधि आयुक्त-II डॉ. रामकृष्ण त्रिपाठी एवं क्षेत्रीय भविष्य निधि आयुक्त-II आशुष शीतल ने योजना के विभिन्न पहलुओं पर जानकारी प्रदान की. कार्यक्रम में ठाणे-बेलापुर इंडस्ट्रीज एसोसिएशन की ओर से अध्यक्ष एवं मेंबर, सचिव उपस्थित थे. कार्यक्रम में क्षेत्रीय भविष्य निधि आयुक्त ने भी अपनी उपस्थिति दर्ज कराई. कार्यक्रम में लगभग 95 नियोजक शामिल हुए और योजना के अंतर्गत मिलने वाले लाभों, पात्रता मानदंड और प्रक्रिया की विस्तृत जानकारी प्रदान की. <box>1016 705 1425 1070</box>
airport-kicker-rest: भाजपा नेता व पूर्व सांसद रामशेठ ठाकुर का दृढ़ विश्वास <box>54 1090 344 1108</box>
natyagriha-sub-body: नई मांगों के अनुसार इस बारे में जानकारी देते हुए बताया कि नाम एक नाम स्पष्ट रखा जाएगा. इस संदर्भ में मुख्याधिकारी से भेंट की गई. इस प्रकार मूर्ति एवं अन्य सुविधाएं देने की बात कही गई है. स्थानीय नागरिकों ने भी इस मुद्दे पर अपनी स्पष्ट राय रखी है. जल्द ही इस बारे में निर्णय लिए जाने की उम्मीद जताई जा रही है. <box>232 1748 494 1815</box>
nagar-header <box>1031 1524 1222 1562</box>
newsvideo-column <box>18 705 236 1070</box>
polio-body-3: □ उक्त अभियान के लिए मनपा क्षेत्र में जागरूकता पोस्टर और बैनर लगाए गए हैं. इस पोलियो टीकाकरण अभियान के तहत जो बच्चे ने 12 अक्टूबर 2025 को खुराक नहीं ले सकेंगे है, उन्हें मनपा स्वास्थ्य विभाग की 902 टीमों द्वारा अगले 5 दिनों तक घर-घर जाकर खुराक दी जाएगी. <box>1028 2252 1425 2293</box>
epaper-link[interactable] <box>1104 37 1425 54</box>
polio-spacer <box>18 2182 217 2576</box>
nagar-col-1 <box>1031 1519 1222 1823</box>
marriage-icon <box>128 1489 145 1506</box>
cmyk-marks: C M Y K <box>1376 2352 1422 2363</box>
house-icon <box>63 1489 80 1506</box>
color-registration-dots-left <box>21 2352 90 2362</box>
health-body-2: उक्त शिविर में डॉ. सुमित सिंह, डॉ. गीता घोष, डॉ. अनिल मिश्रा, सुमित सिंह व प्रतिष्ठान ट्रीप की मुख्य भूमिका निभाई. इस कार्यक्रम में पूर्व नगरसेवक अनिल मिश्रा, विजय सिंह, मोहित रामविलास गुप्ता, प्रेमराज शर्मा, भगत उपाध्याय, लक्ष्मी मौर्या, चंद्रभूषण विश्वकर्मा, <box>689 1665 843 1765</box>
news-video-badge[interactable] <box>18 705 227 738</box>
brand-logo: नवभारत <box>623 17 716 52</box>
classified-ad-2: वनविभाग को जिलानुसार लड़के/ लड़कियों की पद संख्या-1180 वनरक्षक, फील्ड ऑफिसर, माली, वनसिपाही, ड्राइवर सैलरी (27500+ 56500) योग्यता 8वी- स्नातक रहना +खाना की सुविधाएं आधारकार्ड, मार्केशीट पासपोर्ट फोटो (रजिस्ट्रेशन) 9208433616 <box>18 1682 212 1754</box>
dateline: नवी मुंबई, (सं.) <box>643 907 711 919</box>
mehfil-body-2: दरबार दृष्टि साहित्यिक, प्रेम, आनंद सागर इत्यादि सहित साहित्यिक सम्मान में 'साहित्यालाल पुरस्कार 2025' साहित्य गडकरी रंगायतन में ही मिला गया जिसमें आयोजक मनवीसे के नेता अमित ठाकरे ने गीत गाया. आयोजक मनवीसे के महासचिव रविंद्र मोरे, प्रभाणस्कार ठाकरे साहित्य प्रदान किया गया. <box>762 907 877 1066</box>
ratan-headline: निर्बल के श्री राम और दुर्बल के श्री घनश्याम <box>1044 1090 1392 1157</box>
sanatan-story: सनातन से ही भारत की सुरक्षा ■ मुंबई, (सं.) भारतीय संस्कृति सेवा संगठन द्वारा निरंतर चलाया जा रहे सनातन संस्कृति जागरण अभियान के तहत एक कार्यक्रम का आयोजन किया गया. इस अवसर पर विभिन्न धर्माचार्यों एवं सामाजिक क्षेत्र के प्रमुख लोगों ने कहा कि सनातन धर्म की रक्षा से ही भारत की सुरक्षा संभव है. आजीविका, जिहाद, लव जिहाद, धर्मांतरण, लव जिहाद जैसी मुद्दों में चर्चा की गई. सनातन धर्म के प्रचार प्रसार पर विशेष बल दिया गया. कार्यक्रम में शंभु मिश्र, राजू मिश्र, मनीराम गुप्ता, आशा शुक्ला, नेता मोरे, रामदरश पाल, अवधेश मिश्र आदि शामिल हुए. कार्यक्रम का आयोजन संजय डी. उपाध्याय ने किया. धर्मेंद्र उपाध्याय, लक्ष्मी मौर्या, चंद्रभूषण विश्वकर्मा, भी जारी रहेंगे. <box>515 1088 1002 1404</box>
menu-icon[interactable] <box>1409 2200 1425 2216</box>
sanatan-headline: सनातन से ही भारत की सुरक्षा <box>624 1090 893 1121</box>
globe-icon <box>1264 40 1274 50</box>
prabhat-photo <box>245 779 606 939</box>
ratan-photo <box>1168 1181 1415 1323</box>
mehfil-tag: महफिल: <box>624 707 668 722</box>
nagar-category-healthcamp: स्वास्थ्य शिविर <box>1294 1774 1369 1791</box>
polio-body-1: 12 अक्टूबर को नवी मुंबई महानगरपालिका के क्षेत्र में उप-राष्ट्रीय पल्स पोलियो टीकाकरण अभियान चलाया जाएगा. इसमें 0 से 5 वर्ष की आयु के प्रत्येक बच्चे को पोलियो की खुराक दी जाएगी. मनपा क्षेत्र में पोलियो टीकाकरण की उचित योजना बनाई है. इस योजना को आधारकार्ड के अनुसार बनाया गया है. कुल 88,748 बच्चों को टीका लगाने का लक्ष्य है. इस अभियान के तहत मनपा क्षेत्र में 26 शहरी प्राथमिक स्वास्थ्य केंद्रों के 618 बूथ, 76 ट्रांजिट और 27 मोबाइल सहित कुल 721 बूथ बनाए जाएंगे. <box>226 2300 478 2415</box>
nagar-category-entertainment: मनोरंजन <box>1308 1657 1355 1675</box>
ratan-body: नवी मुंबई के सेक्टर-19 के ज्ञान आने वाली श्रद्धांजलि में स्थित होटल सिनेमा में रंजन मंगीत संगीत के कार्यक्रम का आयोजन किया गया. जिसमें जानेमाने गजल गायक रंजन देवबाय रंग ने स्वरांजलि का आयोजन किया. कार्यक्रम के दौरान रतन टाटा की श्रद्धांजलि अर्पित की. रतन टाटा की पहली पुण्यतिथि पर यह आयोजन किया गया. कार्यक्रम में रंजन देवनाथ ने गजल गाकर उपस्थितों को भावविभोर किया. <box>1011 1182 1161 1341</box>
polio-headline <box>226 2223 1007 2272</box>
side-head-2: पत्नी के प्रेम व समर्पण की आदर्श भावना का उदाहरण <box>115 592 408 610</box>
lead-lower-left <box>18 593 505 688</box>
pf-headline: भविष्य निधि कार्यालय का सेमिनार आयोजित <box>1064 708 1386 768</box>
polio-photo <box>758 2300 986 2433</box>
band-divider <box>18 1411 1425 1413</box>
color-registration-dots-right <box>1314 2352 1383 2362</box>
dateline: मुंबई, (सं.) <box>535 1126 574 1138</box>
polio-main: 88,748 बच्चों को टीका लगाने का लक्ष्य रेलवे स्टेशनों, मॉल, बस स्टैंडों पर रहेगी व्यवस्था ■ नवी मुंबई, (का.प्र.) 12 अक्टूबर को नवी मुंबई महानगरपालिका के क्षेत्र में उप-राष्ट्रीय पल्स पोलियो टीकाकरण अभियान चलाया जाएगा. इसमें 0 से 5 वर्ष की आयु के प्रत्येक बच्चे को पोलियो की खुराक दी जाएगी. मनपा क्षेत्र में पोलियो टीकाकरण की उचित योजना बनाई है. इस योजना को आधारकार्ड के अनुसार बनाया गया है. कुल 88,748 बच्चों को टीका लगाने का लक्ष्य है. इस अभियान के तहत मनपा क्षेत्र में 26 शहरी प्राथमिक स्वास्थ्य केंद्रों के 618 बूथ, 76 ट्रांजिट और 27 मोबाइल सहित कुल 721 बूथ बनाए जाएंगे. इस अभियान के लिए मनपा, रेलवे स्टेशन, बस स्टैंड आदि स्थानों पर भी व्यवस्था की गई है. जहां ट्रांजिट और मोबाइल टीमों का काम विशेष रूप से किया जाएगा. स्वास्थ्य अधिकारी डॉ. प्रशांत जाधव की अध्यक्षता में इस अभियान को सफलतापूर्वक लागू करने के लिए चिकित्सा अधिकारियों, एएनएम, जीएनएम, आशा और स्वयंसेवकों को प्रशिक्षण दिया गया है. 721 बूथ बनाए जाएंगे 902 टीमें जाएंगी घर-घर <box>226 2224 1007 2576</box>
lead-photo-block <box>212 164 601 582</box>
nagar-event: □ श्री ब्रजमंडल, मुंबई : श्रीकृष्ण रासलीला महोत्सव, मंचन- खाटू श्याम लीला, स्थान- सागर तट, गिरगांव चौपाटी, समय- 7 बजे. <box>1031 1589 1222 1627</box>
polio-band <box>18 2182 1425 2576</box>
polio-team-label: टीमें जाएंगी घर-घर <box>820 2549 924 2568</box>
news-badge <box>18 705 158 738</box>
mehfil-body-3: संदीप पाचणे और साहित्य जगत के नामचीन लेखकों को सम्मानित किया गया. गौरव पुरस्कार अमित ठाकरे की ओर से दिए गए. कई लेखकों, कवियों और पत्रकारों को उनके उत्कृष्ट योगदान के लिए सम्मानित किया गया, एक प्रमाण पत्र और स्मृति चिह्न प्रदान किया गया. <box>892 907 1006 1051</box>
lead-side-1 <box>609 164 801 582</box>
epaper-url: www.epaper.navbharatlive.com <box>1279 38 1425 52</box>
natyagriha-subhead: पदाधिकारियों ने की मुख्याधिकारी से भेंट <box>281 1730 444 1743</box>
right-band: मुलायम सिंह की मनाई पुण्यतिथि ■ मुंबई, (सं.) समाजवादी विचार धारा के प्रखर नेता एवं समाजवादी पार्टी के संस्थापक मुलायम सिंह यादव की पुण्यतिथि मनाई गई. इस अवसर पर इंडिया समाजवादी पार्टी के एसोसिएशन सेंटर रेलवे के एम्पलॉइज अवधेश कुमार यादव ने कहा कि मुलायम सिंह यादव ने हमेशा गरीबों, मजदूरों, किसानों और वंचित वर्गों के लिए संघर्ष किया. उनके योगदान को हमेशा याद किया जाएगा. कार्यक्रम में अनेक कार्यकर्ता उपस्थित रहे. नगर में आज श्रीकृष्णलीला □ श्री ब्रजमंडल, मुंबई : श्रीकृष्ण रासलीला महोत्सव, मंचन- खाटू श्याम लीला, स्थान- सागर तट, गिरगांव चौपाटी, समय- 7 बजे. रामलीला □ श्री आदर्श रामलीला उपसमिति, चेंबूर : मंचन- केवट संवाद, स्थान- एमबीपीटी जुनी नाडकर्णी पार्क मैदान, वडाला पूर्व, समय- शाम 6 बजे. □ श्री आदर्श रामलीला समिति, कांदिवली : मंचन- राम वनवास, स्थान- रामलीला मैदान, अंजाद सिनेमा के सामने, कांदिवली पूर्व, समय- शाम 7 बजे. □ अथव रामलीला संस्था, कल्याण : मंचन- भरत मिलाप, स्थान- 100 फीटी रोड, चिंचपाड़ा रामलीला मैदान, चिंचपाड़ा, कल्याण पश्चिम, समय- शाम 7.30 बजे. □ रामलीला उत्सव समिति (रजि.) प्रदर्शनी □ नेशनल गैलरी ऑफ मॉडर्न आर्ट एवं गैलेरी स्प्लैश : समानांतर रेट्रोस्पेक्टिव प्रदर्शनी, स्थान- सिट काउवसजी जहाँगीर पब्लिक हॉल, एम.जी. रोड, फोर्ट, 12 अक्टूबर तक, समय- सुबह 11 से 6 बजे तक. □ द हाट ऑफ आर्ट : स्थान- सेंटर 1, वर्ल्ड ट्रेड सेंटर, कफ़ परेड, 12 अक्टूबर तक, समय- सुबह 10 से 7 बजे तक. मनोरंजन □ प्रेड इंडियन शॉपिंग फेस्टिवल : स्थान- प्रभादेवी मैदान, वडाला पूर्व, 12 अक्टूबर तक, समय- शाम 5 से 8 बजे तक. महाराष्ट्रीयन भोजन महोत्सव □ स्थान- फूड 1, सेक्टर 10, सीबीडी बेलापुर, 12 अक्टूबर तक, समय- सुबह 11 से 10 बजे तक. स्वास्थ्य शिविर □ मंचन- नेत्र चिकित्सा शिविर, स्थान- घनसोली, समय- सुबह 9 से 1 बजे तक. <box>1022 1421 1425 2179</box>
classified-ad-3: भारत सरकार द्वारा प्राधान्यता रोजगार, व्यवसाय, पर्सनल, कृषि लोन, बैकलोगी को मकान, दुकान, पर्सनल, गोल्ड लोन हेतु कर्ज अति अल्प ब्याज दर पर उपलब्ध. महिलाओं को विशेष छूट 50% तक. संपर्क करें 8178449080. <box>18 1791 212 1863</box>
nagar-event: □ मंचन- नेत्र चिकित्सा शिविर, स्थान- घनसोली, समय- सुबह 9 से 1 बजे तक. <box>1241 1793 1422 1819</box>
side-body-3: दहिसर, बोरीवली, कांदिवली, पोवई, मालाड, कल्याण आदि क्षेत्र में महिलाओं ने अपनी सोसायटियों में शाम को सामूहिक रूप से पंडित बुलाकर करवा चौथ की पूजा अर्चना की. अपने पति की लंबी आयु और सुख-समृद्धि की कामना के साथ चंद्रमा को अर्घ्य देकर पूजा की. इसके बाद महिलाओं ने एक दूसरे को उपहार देकर बधाई दी और मिठाई वितरित कर खुशियां बांटी. श्री कृष्ण रासलीला महोत्सव में आयोजित करवा चौथ लीला के लिए इसके दिनों करवा चौथ व्रत की विशेष पूजा महिलाएं अपने घर में ही लड्डूगार होली खेली. <box>527 615 1002 686</box>
nagar-event: □ श्री आदर्श रामलीला समिति, कांदिवली : मंचन- राम वनवास, स्थान- रामलीला मैदान, अंजाद सिनेमा के सामने, कांदिवली पूर्व, समय- शाम 7 बजे. <box>1031 1695 1222 1734</box>
dateline: नवी मुंबई, (का.प्र.) <box>208 1156 291 1169</box>
nagar-event: □ प्रेड इंडियन शॉपिंग फेस्टिवल : स्थान- प्रभादेवी मैदान, वडाला पूर्व, 12 अक्टूबर तक, समय- शाम 5 से 8 बजे तक. <box>1241 1677 1422 1716</box>
polio-kicker: नवी मुंबई में उप-राष्ट्रीय पल्स पोलियो टीकाकरण अभियान की तैयारी <box>300 2199 716 2219</box>
health-photo <box>512 1790 1012 1878</box>
nism-story <box>1016 63 1425 688</box>
lead-body-1: अखंड सौभाग्यवती की कामना के साथ सुहागिनों ने शुक्रवार को बिना अन्न-जल ग्रहण किए करवा चौथ का व्रत रखा. पूरे दिन व्रत के बाद रात को महिलाओं ने सोलह श्रृंगार कर चांद का दीदार किया. शहर और घर के उपनगरों में करवा चौथ का पर्व धूमधाम से मनाया गया. <box>18 165 204 251</box>
polio-target-number: 88,748 <box>226 2223 352 2272</box>
polio-kicker-bar <box>226 2194 1425 2221</box>
nagar-category-foodfest: महाराष्ट्रीयन भोजन महोत्सव <box>1259 1722 1404 1739</box>
polio-team-count: 902 <box>836 2503 908 2552</box>
website-link[interactable] <box>1104 19 1425 37</box>
airport-photo-block <box>18 1155 178 1258</box>
third-band <box>18 1088 1425 1404</box>
classified-ad-5: I Deepa S Legally Wedded Spouse of No JC - 820853A Rank - Sub (MP) Name : Santhosh Kumar G Unit MG & G Area Provost Unit C/o 56 APO, my name is wrongly mentioned as Deepa Santhosh in service documents of my husband my correct name is Deepa S mentioned as per Affidavit No 56 AB 181080 dated 11th July 2025. <box>18 1976 212 2064</box>
top-band <box>18 63 1425 688</box>
natyagriha-photo <box>232 1421 494 1548</box>
newsvid-head-1: करवा चौथ की परंपरा का आधुनिक अंदाज <box>18 742 187 786</box>
prabhat-body-2: को शहादपुर रेडिंगिया परिसर के गुरुद्वारे से प्रभातफेरी की शुरुआत हुई, जिसमें विभावसक कुमार अग्रवाल, रजनिकी प्रभु के सीएमआई समाजसेवी महेश अग्रवाल, मतिदास सतीदास व भाई दयाल के नेतृत्व में अनिल भंडोजा आदि प्रभात फेरी में शामिल हुए. <box>437 945 601 1046</box>
classified-category-namechange: नाम में बदलाव <box>18 1868 212 1899</box>
classified-ad-4: I JC - 820853A Rank - Sub (me) Santhosh Kumar G Unit MG & G Area Provost Unit C/o 56 APO, my daughter' name Nandhana is wrongly mentioned in my service document her correct name is Nandhana D as mentioned in Affidavit No. 56 AB 181084 dated 11th July 2025. <box>18 1899 212 1976</box>
mulayam-headline: मुलायम सिंह की मनाई पुण्यतिथि <box>1092 1424 1364 1452</box>
newsvid-body-1: फेम ने एक नया अभियान शुरू किया है जो आज की दुनिया में प्रेम और नारीत्व को मनाने के अर्थ को फिर से परिभाषित करता है. इसमें प्रसिद्ध हसल फेम रैपर अग्सी को दिखाया गया है, यह फिल्म करवा चौथ की परंपराओं को एक ताज़ा, बेबाक नज़रिए से देखती है, जहां प्रेम-रिवाज समय के साथ विकसित होता है. <box>18 792 226 878</box>
nagar-category-exhibition: प्रदर्शनी <box>1312 1525 1351 1542</box>
airport-kicker <box>18 1088 506 1108</box>
airport-tag: दावा : <box>18 1090 51 1108</box>
dateline: नवी मुंबई, (सं.) <box>877 1444 949 1456</box>
